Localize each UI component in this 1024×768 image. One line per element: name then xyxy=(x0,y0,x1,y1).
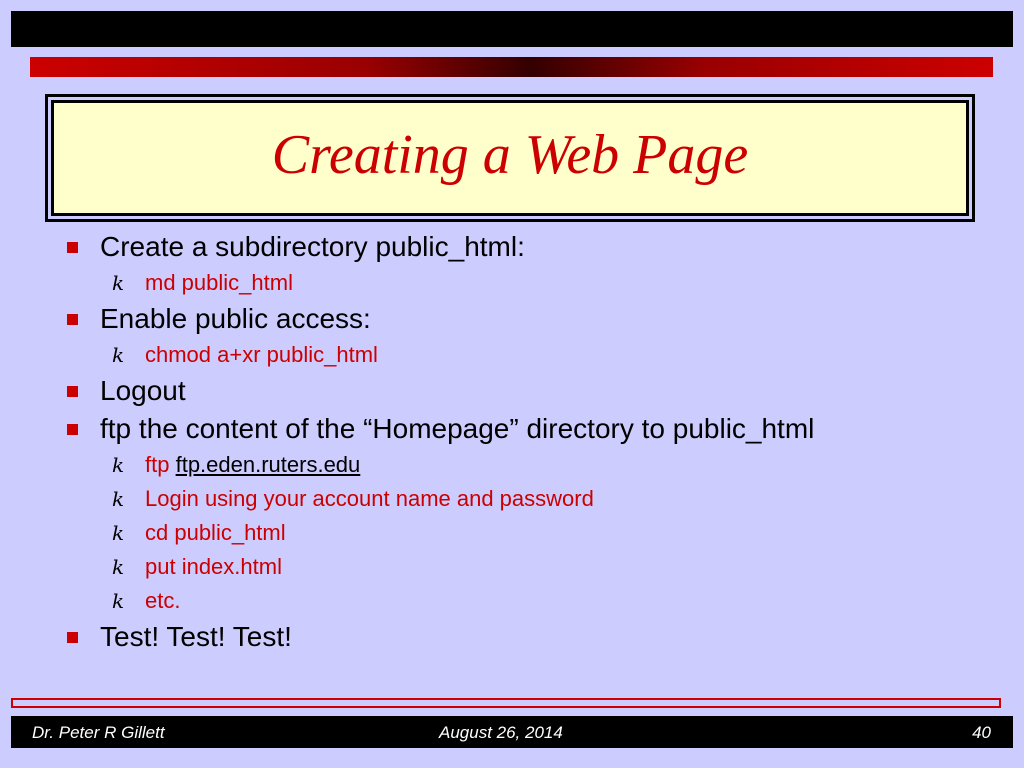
sub-bullet-icon: k xyxy=(112,555,125,579)
sub-bullet-item xyxy=(60,269,960,296)
square-bullet-icon xyxy=(67,242,78,253)
bullet-item xyxy=(60,376,960,406)
square-bullet-icon xyxy=(67,314,78,325)
footer-page-number: 40 xyxy=(972,723,991,742)
sub-bullet-text: etc. xyxy=(145,588,181,613)
sub-bullet-icon: k xyxy=(112,521,125,545)
square-bullet-icon xyxy=(67,632,78,643)
sub-bullet-item xyxy=(60,451,960,478)
sub-bullet-icon: k xyxy=(112,487,125,511)
sub-bullet-text: ftp xyxy=(145,452,170,477)
bullet-item xyxy=(60,414,960,444)
sub-bullet-text: cd public_html xyxy=(145,520,286,545)
sub-bullet-text: chmod a+xr public_html xyxy=(145,342,378,367)
sub-bullet-item xyxy=(60,587,960,614)
bullet-text: ftp the content of the “Homepage” directory to public_html xyxy=(100,413,815,444)
sub-bullet-icon: k xyxy=(112,453,125,477)
bullet-item xyxy=(60,232,960,262)
sub-bullet-icon: k xyxy=(112,589,125,613)
sub-bullet-text: Login using your account name and password xyxy=(145,486,594,511)
red-gradient-bar xyxy=(30,57,993,77)
bullet-text: Test! Test! Test! xyxy=(100,621,292,652)
bullet-text: Create a subdirectory public_html: xyxy=(100,231,525,262)
sub-bullet-item xyxy=(60,485,960,512)
sub-bullet-text: put index.html xyxy=(145,554,282,579)
bullet-list xyxy=(60,224,960,652)
sub-bullet-item xyxy=(60,519,960,546)
title-inner xyxy=(51,100,969,216)
sub-bullet-icon: k xyxy=(112,271,125,295)
sub-bullet-item xyxy=(60,341,960,368)
top-black-bar xyxy=(11,11,1013,47)
bullet-item xyxy=(60,622,960,652)
footer-divider xyxy=(11,698,1001,708)
square-bullet-icon xyxy=(67,424,78,435)
footer-date: August 26, 2014 xyxy=(439,723,563,742)
bullet-item xyxy=(60,304,960,334)
sub-bullet-text: md public_html xyxy=(145,270,293,295)
square-bullet-icon xyxy=(67,386,78,397)
footer-author: Dr. Peter R Gillett xyxy=(32,723,165,742)
slide-title: Creating a Web Page xyxy=(271,124,749,186)
bullet-text: Logout xyxy=(100,375,186,406)
ftp-link[interactable]: ftp.eden.ruters.edu xyxy=(175,452,361,477)
sub-bullet-item xyxy=(60,553,960,580)
bullet-text: Enable public access: xyxy=(100,303,371,334)
sub-bullet-icon: k xyxy=(112,343,125,367)
footer-bar xyxy=(11,716,1013,748)
title-box xyxy=(45,94,975,222)
